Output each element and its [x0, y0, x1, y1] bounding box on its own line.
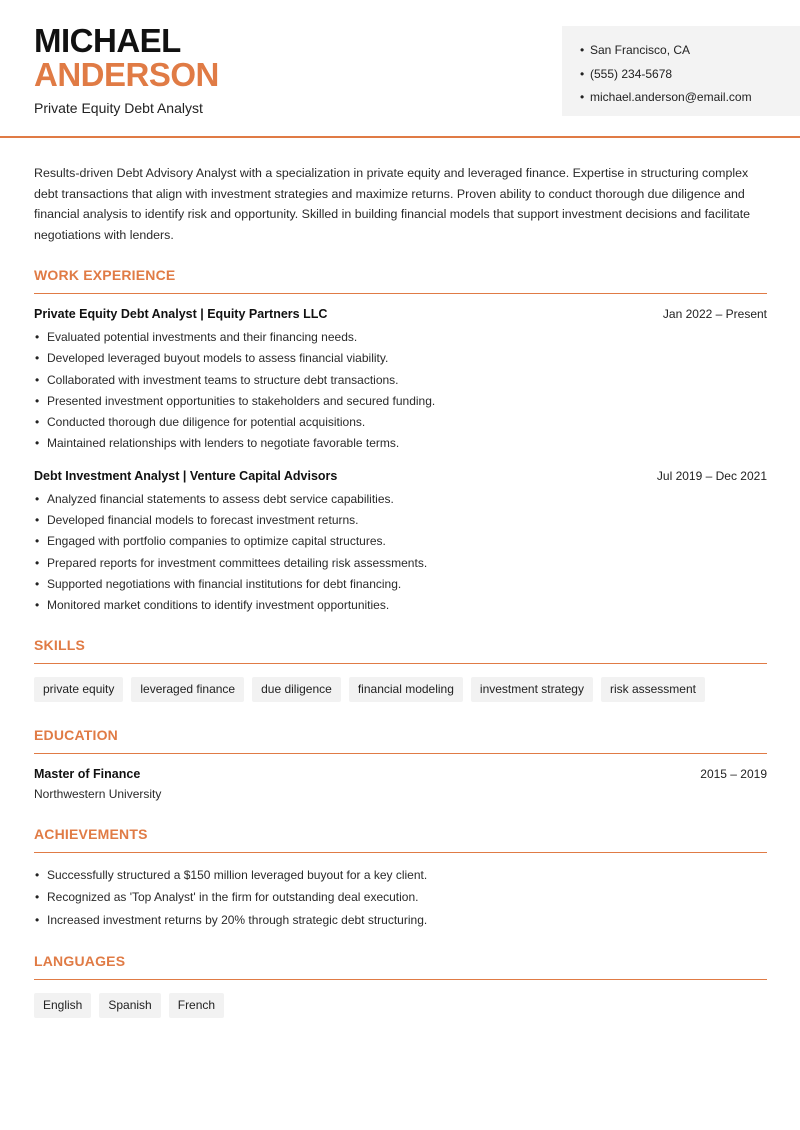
- school: Northwestern University: [34, 786, 162, 801]
- list-item: • Conducted thorough due diligence for potential acquisitions.: [34, 412, 767, 433]
- list-item: • Collaborated with investment teams to structure debt transactions.: [34, 370, 767, 391]
- skill-tag: private equity: [34, 677, 123, 702]
- resume-body: [34, 163, 767, 1018]
- job-bullets: [34, 489, 767, 617]
- job-title: Private Equity Debt Analyst: [34, 100, 203, 116]
- skill-tag: risk assessment: [601, 677, 705, 702]
- contact-phone: • (555) 234-5678: [580, 63, 800, 87]
- contact-location: • San Francisco, CA: [580, 39, 800, 63]
- summary: Results-driven Debt Advisory Analyst with a specialization in private equity and leveraged finance. Expertise in structuring complex debt transactions that align with investment strategies and maximize returns. Proven ability to conduct thorough due diligence and financial analysis to identify risk and opportunity. Skilled in building financial models that support investment decisions and facilitate negotiations with lenders.: [34, 166, 751, 242]
- skills-tags: [34, 677, 767, 702]
- language-tag: Spanish: [99, 993, 160, 1018]
- section-title-skills: SKILLS: [34, 637, 767, 664]
- skill-tag: investment strategy: [471, 677, 593, 702]
- bullet-icon: •: [580, 90, 585, 104]
- education-entry: [34, 767, 767, 801]
- list-item: • Prepared reports for investment committees detailing risk assessments.: [34, 553, 767, 574]
- list-item: • Recognized as 'Top Analyst' in the firm for outstanding deal execution.: [34, 886, 767, 909]
- list-item: • Developed financial models to forecast investment returns.: [34, 510, 767, 531]
- list-item: • Supported negotiations with financial institutions for debt financing.: [34, 574, 767, 595]
- job-dates: Jul 2019 – Dec 2021: [656, 468, 767, 483]
- skill-tag: due diligence: [252, 677, 341, 702]
- degree: Master of Finance: [34, 766, 141, 781]
- job-entry: [34, 469, 767, 617]
- last-name: ANDERSON: [34, 56, 219, 93]
- list-item: • Engaged with portfolio companies to optimize capital structures.: [34, 531, 767, 552]
- list-item: • Presented investment opportunities to stakeholders and secured funding.: [34, 391, 767, 412]
- language-tag: English: [34, 993, 91, 1018]
- list-item: • Analyzed financial statements to assess debt service capabilities.: [34, 489, 767, 510]
- job-dates: Jan 2022 – Present: [662, 307, 767, 321]
- list-item: • Increased investment returns by 20% through strategic debt structuring.: [34, 909, 767, 932]
- achievements-section: [34, 826, 767, 932]
- job-bullets: [34, 327, 767, 455]
- skill-tag: financial modeling: [349, 677, 463, 702]
- list-item: • Maintained relationships with lenders to negotiate favorable terms.: [34, 433, 767, 454]
- contact-box: [562, 26, 800, 116]
- first-name: MICHAEL: [34, 22, 181, 59]
- section-title-work: WORK EXPERIENCE: [34, 267, 767, 294]
- language-tags: [34, 993, 767, 1018]
- job-heading: Private Equity Debt Analyst | Equity Partners LLC: [34, 307, 328, 321]
- bullet-icon: •: [580, 43, 585, 57]
- skills-section: [34, 637, 767, 702]
- job-heading: Debt Investment Analyst | Venture Capital Advisors: [34, 468, 338, 483]
- job-entry: [34, 307, 767, 455]
- list-item: • Developed leveraged buyout models to assess financial viability.: [34, 348, 767, 369]
- section-title-languages: LANGUAGES: [34, 953, 767, 980]
- resume-header: [0, 0, 800, 138]
- list-item: • Monitored market conditions to identify investment opportunities.: [34, 595, 767, 616]
- skill-tag: leveraged finance: [131, 677, 244, 702]
- education-dates: 2015 – 2019: [700, 766, 767, 781]
- language-tag: French: [169, 993, 224, 1018]
- list-item: • Successfully structured a $150 million leveraged buyout for a key client.: [34, 864, 767, 887]
- section-title-education: EDUCATION: [34, 727, 767, 754]
- section-title-achievements: ACHIEVEMENTS: [34, 826, 767, 853]
- education-section: [34, 727, 767, 801]
- contact-email[interactable]: • michael.anderson@email.com: [580, 86, 800, 110]
- achievements-list: [34, 864, 767, 932]
- list-item: • Evaluated potential investments and their financing needs.: [34, 327, 767, 348]
- work-section: [34, 267, 767, 617]
- languages-section: [34, 953, 767, 1018]
- bullet-icon: •: [580, 66, 585, 81]
